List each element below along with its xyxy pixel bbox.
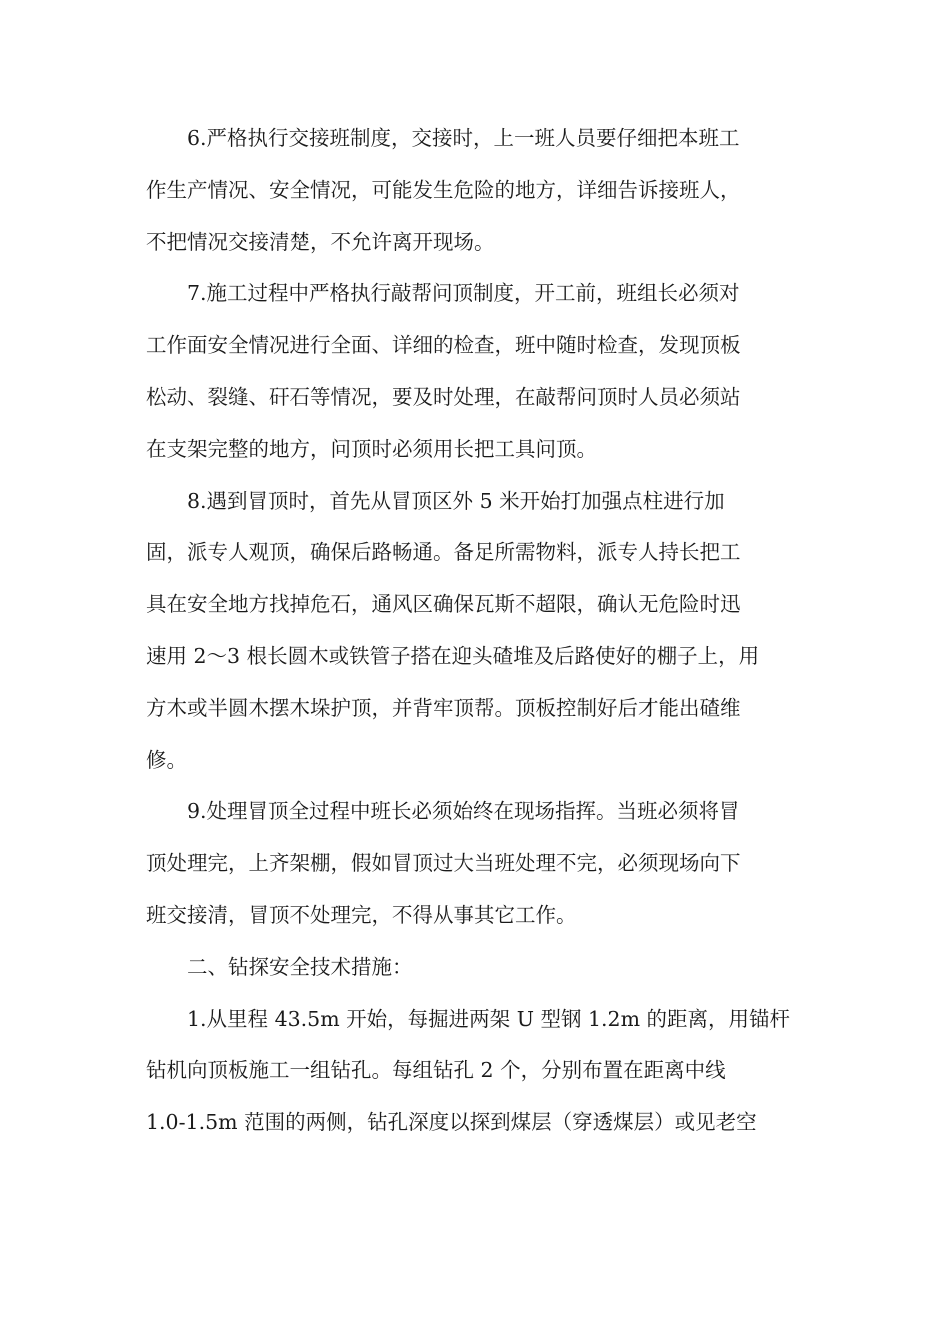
text-line: 方木或半圆木摆木垛护顶，并背牢顶帮。顶板控制好后才能出碴维 xyxy=(146,695,741,720)
text-line: 8.遇到冒顶时，首先从冒顶区外 5 米开始打加强点柱进行加 xyxy=(187,488,725,513)
text-line: 不把情况交接清楚，不允许离开现场。 xyxy=(146,229,495,254)
paragraph-shift-leader-command xyxy=(146,786,806,941)
text-line: 松动、裂缝、矸石等情况，要及时处理，在敲帮问顶时人员必须站 xyxy=(146,384,741,409)
text-line: 工作面安全情况进行全面、详细的检查，班中随时检查，发现顶板 xyxy=(146,333,741,358)
text-line: 1.0-1.5m 范围的两侧，钻孔深度以探到煤层（穿透煤层）或见老空 xyxy=(146,1110,757,1135)
text-line: 6.严格执行交接班制度，交接时，上一班人员要仔细把本班工 xyxy=(187,126,740,150)
paragraph-roof-fall-handling xyxy=(146,476,806,787)
text-line: 7.施工过程中严格执行敲帮问顶制度，开工前，班组长必须对 xyxy=(187,281,740,306)
text-line: 修。 xyxy=(146,747,187,772)
text-line: 9.处理冒顶全过程中班长必须始终在现场指挥。当班必须将冒 xyxy=(187,799,740,824)
paragraph-handover-rules xyxy=(146,113,806,268)
section-heading-drilling-safety xyxy=(146,942,806,994)
text-line: 班交接清，冒顶不处理完，不得从事其它工作。 xyxy=(146,902,577,927)
text-line: 二、钻探安全技术措施： xyxy=(187,954,413,979)
text-line: 具在安全地方找掉危石，通风区确保瓦斯不超限，确认无危险时迅 xyxy=(146,592,741,617)
text-line: 钻机向顶板施工一组钻孔。每组钻孔 2 个，分别布置在距离中线 xyxy=(146,1058,726,1083)
paragraph-roof-inspection xyxy=(146,268,806,475)
text-line: 固，派专人观顶，确保后路畅通。备足所需物料，派专人持长把工 xyxy=(146,540,741,565)
text-line: 速用 2～3 根长圆木或铁管子搭在迎头碴堆及后路使好的棚子上，用 xyxy=(146,643,760,668)
paragraph-drilling-procedure xyxy=(146,994,806,1149)
text-line: 顶处理完，上齐架棚，假如冒顶过大当班处理不完，必须现场向下 xyxy=(146,851,741,876)
text-line: 在支架完整的地方，问顶时必须用长把工具问顶。 xyxy=(146,436,597,461)
text-line: 1.从里程 43.5m 开始，每掘进两架 U 型钢 1.2m 的距离，用锚杆 xyxy=(187,1006,791,1031)
text-line: 作生产情况、安全情况，可能发生危险的地方，详细告诉接班人， xyxy=(146,177,741,202)
document-body xyxy=(146,113,806,1149)
